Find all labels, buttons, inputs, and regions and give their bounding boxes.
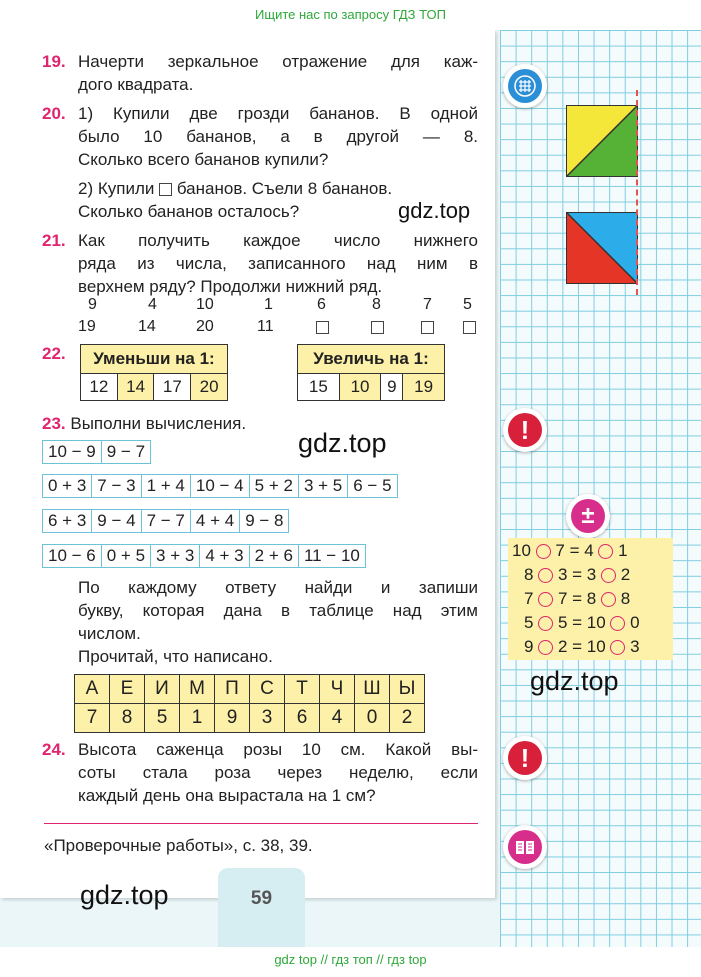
ex20-line4	[78, 177, 392, 200]
exercise-number: 22.	[42, 344, 66, 363]
blank-box	[421, 321, 434, 334]
exercise-20	[42, 102, 66, 125]
blank-box	[159, 183, 172, 196]
puzzle-left: 9	[524, 637, 534, 656]
page	[0, 30, 701, 947]
grid-icon[interactable]	[503, 64, 547, 108]
expression-row	[42, 544, 366, 568]
ex21-line1: Как получить каждое число нижнего	[78, 231, 478, 250]
ex20-line5: Сколько бананов осталось?	[78, 202, 300, 221]
bottom-number: 14	[138, 318, 156, 335]
ex23-para2: букву, которая дана в таблице над этим	[78, 601, 478, 620]
top-banner[interactable]: Ищите нас по запросу ГДЗ ТОП	[255, 7, 446, 22]
digit-cell: 1	[180, 704, 215, 733]
puzzle-mid: 2 = 10	[557, 637, 606, 656]
increase-value: 19	[403, 374, 445, 401]
puzzle-row	[524, 563, 630, 587]
ex20-line4b: бананов. Съели 8 бананов.	[176, 179, 393, 198]
increase-value: 9	[381, 374, 403, 401]
ex23-title: Выполни вычисления.	[70, 414, 247, 433]
digit-cell: 2	[390, 704, 425, 733]
sign-circle[interactable]	[538, 640, 553, 655]
puzzle-row	[524, 587, 630, 611]
digit-cell: 9	[215, 704, 250, 733]
sign-circle[interactable]	[538, 592, 553, 607]
bottom-number: 11	[257, 318, 274, 335]
expression-cell: 1 + 4	[142, 475, 191, 497]
ex20-line3: Сколько всего бананов купили?	[78, 150, 329, 169]
expression-cell: 7 − 3	[92, 475, 141, 497]
expression-cell: 0 + 5	[102, 545, 151, 567]
watermark: gdz.top	[398, 198, 471, 223]
exclamation-icon[interactable]: !	[503, 736, 547, 780]
digit-cell: 7	[75, 704, 110, 733]
ex20-line4a: 2) Купили	[78, 179, 155, 198]
sign-circle[interactable]	[538, 568, 553, 583]
mirror-line	[636, 90, 638, 295]
top-number: 8	[372, 296, 381, 313]
increase-value: 10	[339, 374, 381, 401]
decrease-value: 14	[117, 374, 154, 401]
top-number: 7	[423, 296, 432, 313]
expression-cell: 5 + 2	[250, 475, 299, 497]
bottom-banner[interactable]: gdz top // гдз топ // гдз top	[274, 952, 427, 967]
letter-cell: П	[215, 675, 250, 704]
digit-cell: 3	[250, 704, 285, 733]
puzzle-row	[512, 539, 628, 563]
watermark: gdz.top	[530, 666, 619, 696]
expression-cell: 6 + 3	[43, 510, 92, 532]
yellow-green-square	[566, 105, 638, 177]
red-blue-square	[566, 212, 638, 284]
digit-cell: 6	[285, 704, 320, 733]
exercise-22	[42, 342, 66, 365]
letter-table	[74, 674, 425, 733]
book-icon[interactable]	[503, 825, 547, 869]
ex19-line2: дого квадрата.	[78, 75, 194, 94]
sign-circle[interactable]	[536, 544, 551, 559]
exercise-number: 21.	[42, 231, 66, 250]
digit-cell: 5	[145, 704, 180, 733]
expression-cell: 3 + 3	[151, 545, 200, 567]
exercise-23	[42, 412, 246, 435]
increase-header: Увеличь на 1:	[298, 345, 445, 374]
puzzle-left: 7	[524, 589, 534, 608]
blank-box	[463, 321, 476, 334]
letter-cell: М	[180, 675, 215, 704]
letter-cell: Е	[110, 675, 145, 704]
increase-value: 15	[298, 374, 340, 401]
top-number: 6	[317, 296, 326, 313]
letter-cell: Ч	[320, 675, 355, 704]
top-number: 10	[196, 296, 214, 313]
sign-circle[interactable]	[610, 640, 625, 655]
ex19-line1: Начерти зеркальное отражение для каж-	[78, 52, 478, 71]
sign-circle[interactable]	[538, 616, 553, 631]
expression-cell: 10 − 9	[43, 441, 102, 463]
expression-cell: 10 − 6	[43, 545, 102, 567]
expression-cell: 3 + 5	[299, 475, 348, 497]
expression-row	[42, 509, 289, 533]
top-number: 5	[463, 296, 472, 313]
blank-box	[316, 321, 329, 334]
exercise-number: 19.	[42, 52, 66, 71]
sign-circle[interactable]	[601, 568, 616, 583]
top-number: 1	[264, 296, 273, 313]
decrease-value: 17	[154, 374, 191, 401]
expression-cell: 9 − 7	[106, 442, 146, 461]
sign-circle[interactable]	[598, 544, 613, 559]
exercise-19	[42, 50, 66, 73]
letter-cell: Т	[285, 675, 320, 704]
letter-cell: С	[250, 675, 285, 704]
puzzle-left: 10	[512, 541, 531, 560]
expression-cell: 0 + 3	[43, 475, 92, 497]
digit-cell: 8	[110, 704, 145, 733]
letter-cell: А	[75, 675, 110, 704]
puzzle-mid: 7 = 8	[557, 589, 597, 608]
exercise-21	[42, 229, 66, 252]
plus-minus-icon[interactable]: ±	[566, 494, 610, 538]
ex21-line3: верхнем ряду? Продолжи нижний ряд.	[78, 277, 383, 296]
ex20-line2: было 10 бананов, а в другой — 8.	[78, 127, 478, 146]
watermark: gdz.top	[298, 428, 387, 458]
exercise-number: 23.	[42, 414, 66, 433]
page-number: 59	[218, 868, 305, 947]
puzzle-row	[524, 635, 640, 659]
bottom-number: 19	[78, 318, 96, 335]
puzzle-mid: 7 = 4	[555, 541, 594, 560]
increase-table	[297, 344, 445, 401]
puzzle-row	[524, 611, 640, 635]
expression-row	[42, 474, 398, 498]
digit-cell: 0	[355, 704, 390, 733]
puzzle-left: 5	[524, 613, 534, 632]
sign-circle[interactable]	[610, 616, 625, 631]
ex23-para4: Прочитай, что написано.	[78, 647, 273, 666]
ex20-line1: 1) Купили две грозди бананов. В одной	[78, 104, 478, 123]
ex23-para1: По каждому ответу найди и запиши	[78, 578, 478, 597]
decrease-value: 12	[81, 374, 118, 401]
puzzle-mid: 5 = 10	[557, 613, 606, 632]
top-number: 9	[88, 296, 97, 313]
puzzle-left: 8	[524, 565, 534, 584]
exercise-24	[42, 738, 66, 761]
ex23-para3: числом.	[78, 624, 141, 643]
expression-row	[42, 440, 151, 464]
expression-cell: 4 + 4	[191, 510, 240, 532]
ex21-line2: ряда из числа, записанного над ним в	[78, 254, 478, 273]
ex24-line1: Высота саженца розы 10 см. Какой вы-	[78, 740, 478, 759]
puzzle-right: 2	[620, 565, 631, 584]
exclamation-icon[interactable]: !	[503, 408, 547, 452]
puzzle-right: 0	[630, 613, 640, 632]
expression-cell: 9 − 8	[245, 511, 284, 530]
expression-cell: 9 − 4	[92, 510, 141, 532]
ex24-line2: соты стала роза через неделю, если	[78, 763, 478, 782]
decrease-value: 20	[191, 374, 228, 401]
puzzle-right: 1	[618, 541, 628, 560]
puzzle-mid: 3 = 3	[557, 565, 597, 584]
ex24-line3: каждый день она вырастала на 1 см?	[78, 786, 376, 805]
section-divider	[44, 823, 478, 824]
blank-box	[371, 321, 384, 334]
digit-cell: 4	[320, 704, 355, 733]
letter-cell: И	[145, 675, 180, 704]
bottom-number: 20	[196, 318, 214, 335]
expression-cell: 11 − 10	[303, 546, 360, 565]
decrease-header: Уменьши на 1:	[81, 345, 228, 374]
sign-circle[interactable]	[601, 592, 616, 607]
reference-text: «Проверочные работы», с. 38, 39.	[44, 836, 313, 855]
decrease-table	[80, 344, 228, 401]
exercise-number: 24.	[42, 740, 66, 759]
letter-cell: Ш	[355, 675, 390, 704]
watermark: gdz.top	[80, 880, 169, 910]
expression-cell: 2 + 6	[250, 545, 299, 567]
expression-cell: 10 − 4	[191, 475, 250, 497]
expression-cell: 4 + 3	[200, 545, 249, 567]
puzzle-right: 8	[620, 589, 631, 608]
puzzle-right: 3	[630, 637, 640, 656]
expression-cell: 7 − 7	[142, 510, 191, 532]
expression-cell: 6 − 5	[353, 476, 392, 495]
exercise-number: 20.	[42, 104, 66, 123]
letter-cell: Ы	[390, 675, 425, 704]
top-number: 4	[148, 296, 157, 313]
